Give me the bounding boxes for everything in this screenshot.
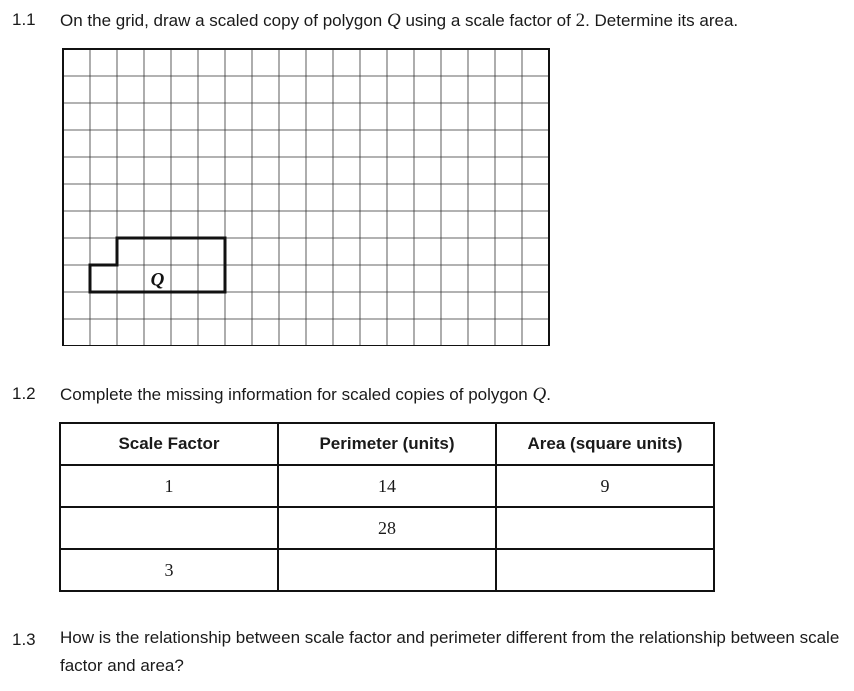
polygon-name: Q — [386, 10, 401, 31]
question-prompt-1-2 — [60, 384, 551, 406]
prompt-text-before: Complete the missing information for scaled copies of polygon — [60, 385, 528, 404]
header-scale-factor: Scale Factor — [60, 423, 278, 465]
table-row — [60, 465, 714, 507]
question-prompt-1-1 — [60, 10, 738, 32]
cell-area[interactable] — [496, 549, 714, 591]
cell-area[interactable] — [496, 507, 714, 549]
prompt-text-before: On the grid, draw a scaled copy of polygon — [60, 11, 383, 30]
cell-scale-factor[interactable]: 1 — [60, 465, 278, 507]
question-prompt-1-3: How is the relationship between scale factor and perimeter different from the relationship between scale factor and area? — [60, 628, 840, 675]
prompt-text-after: . Determine its area. — [585, 11, 739, 30]
table-row — [60, 507, 714, 549]
prompt-text-after: . — [546, 385, 551, 404]
header-area: Area (square units) — [496, 423, 714, 465]
table-header-row — [60, 423, 714, 465]
cell-perimeter[interactable]: 28 — [278, 507, 496, 549]
question-number-1-3: 1.3 — [12, 630, 36, 649]
cell-perimeter[interactable] — [278, 549, 496, 591]
question-number-1-2: 1.2 — [12, 384, 36, 403]
polygon-name: Q — [532, 384, 547, 405]
question-number-1-1: 1.1 — [12, 10, 36, 29]
cell-scale-factor[interactable]: 3 — [60, 549, 278, 591]
cell-perimeter[interactable]: 14 — [278, 465, 496, 507]
scale-factor-value: 2 — [575, 10, 586, 31]
drawing-grid[interactable] — [60, 46, 550, 346]
polygon-label: Q — [150, 269, 165, 291]
prompt-text-middle: using a scale factor of — [405, 11, 571, 30]
cell-scale-factor[interactable] — [60, 507, 278, 549]
scale-info-table — [59, 422, 715, 592]
header-perimeter: Perimeter (units) — [278, 423, 496, 465]
table-row — [60, 549, 714, 591]
cell-area[interactable]: 9 — [496, 465, 714, 507]
